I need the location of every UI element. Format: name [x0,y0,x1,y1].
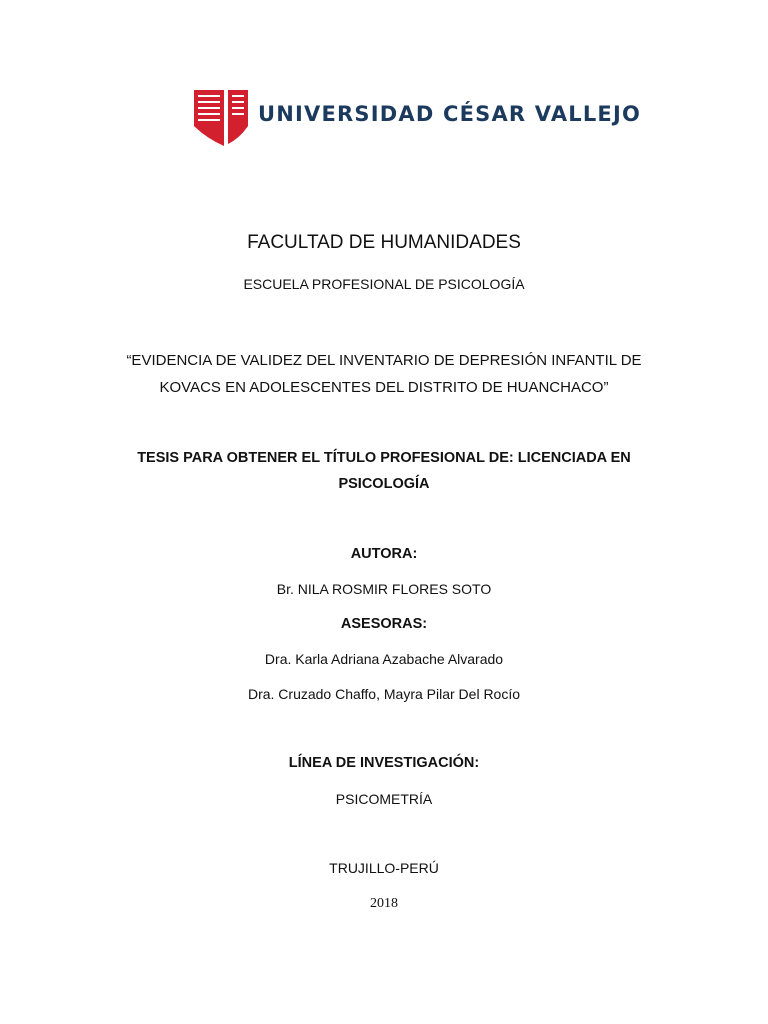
degree-line-1: TESIS PARA OBTENER EL TÍTULO PROFESIONAL DE: LICENCIADA EN [137,450,631,466]
university-logo [194,86,642,148]
faculty-title: FACULTAD DE HUMANIDADES [247,232,521,253]
thesis-title-line-1: “EVIDENCIA DE VALIDEZ DEL INVENTARIO DE DEPRESIÓN INFANTIL DE [126,352,642,369]
research-line-value: PSICOMETRÍA [335,791,433,807]
school-title: ESCUELA PROFESIONAL DE PSICOLOGÍA [243,276,525,292]
advisor-name-1: Dra. Karla Adriana Azabache Alvarado [264,651,504,667]
thesis-title-line-2: KOVACS EN ADOLESCENTES DEL DISTRITO DE HUANCHACO” [159,379,609,396]
advisors-label: ASESORAS: [340,616,428,632]
place: TRUJILLO-PERÚ [329,860,439,876]
university-crest-icon [194,86,248,146]
degree-line-2: PSICOLOGÍA [338,476,430,492]
research-line-label: LÍNEA DE INVESTIGACIÓN: [288,755,480,771]
author-name: Br. NILA ROSMIR FLORES SOTO [276,581,492,597]
advisor-name-2: Dra. Cruzado Chaffo, Mayra Pilar Del Rocío [247,686,521,702]
author-label: AUTORA: [350,546,418,562]
year: 2018 [370,896,398,911]
university-name: UNIVERSIDAD CÉSAR VALLEJO [258,102,642,126]
